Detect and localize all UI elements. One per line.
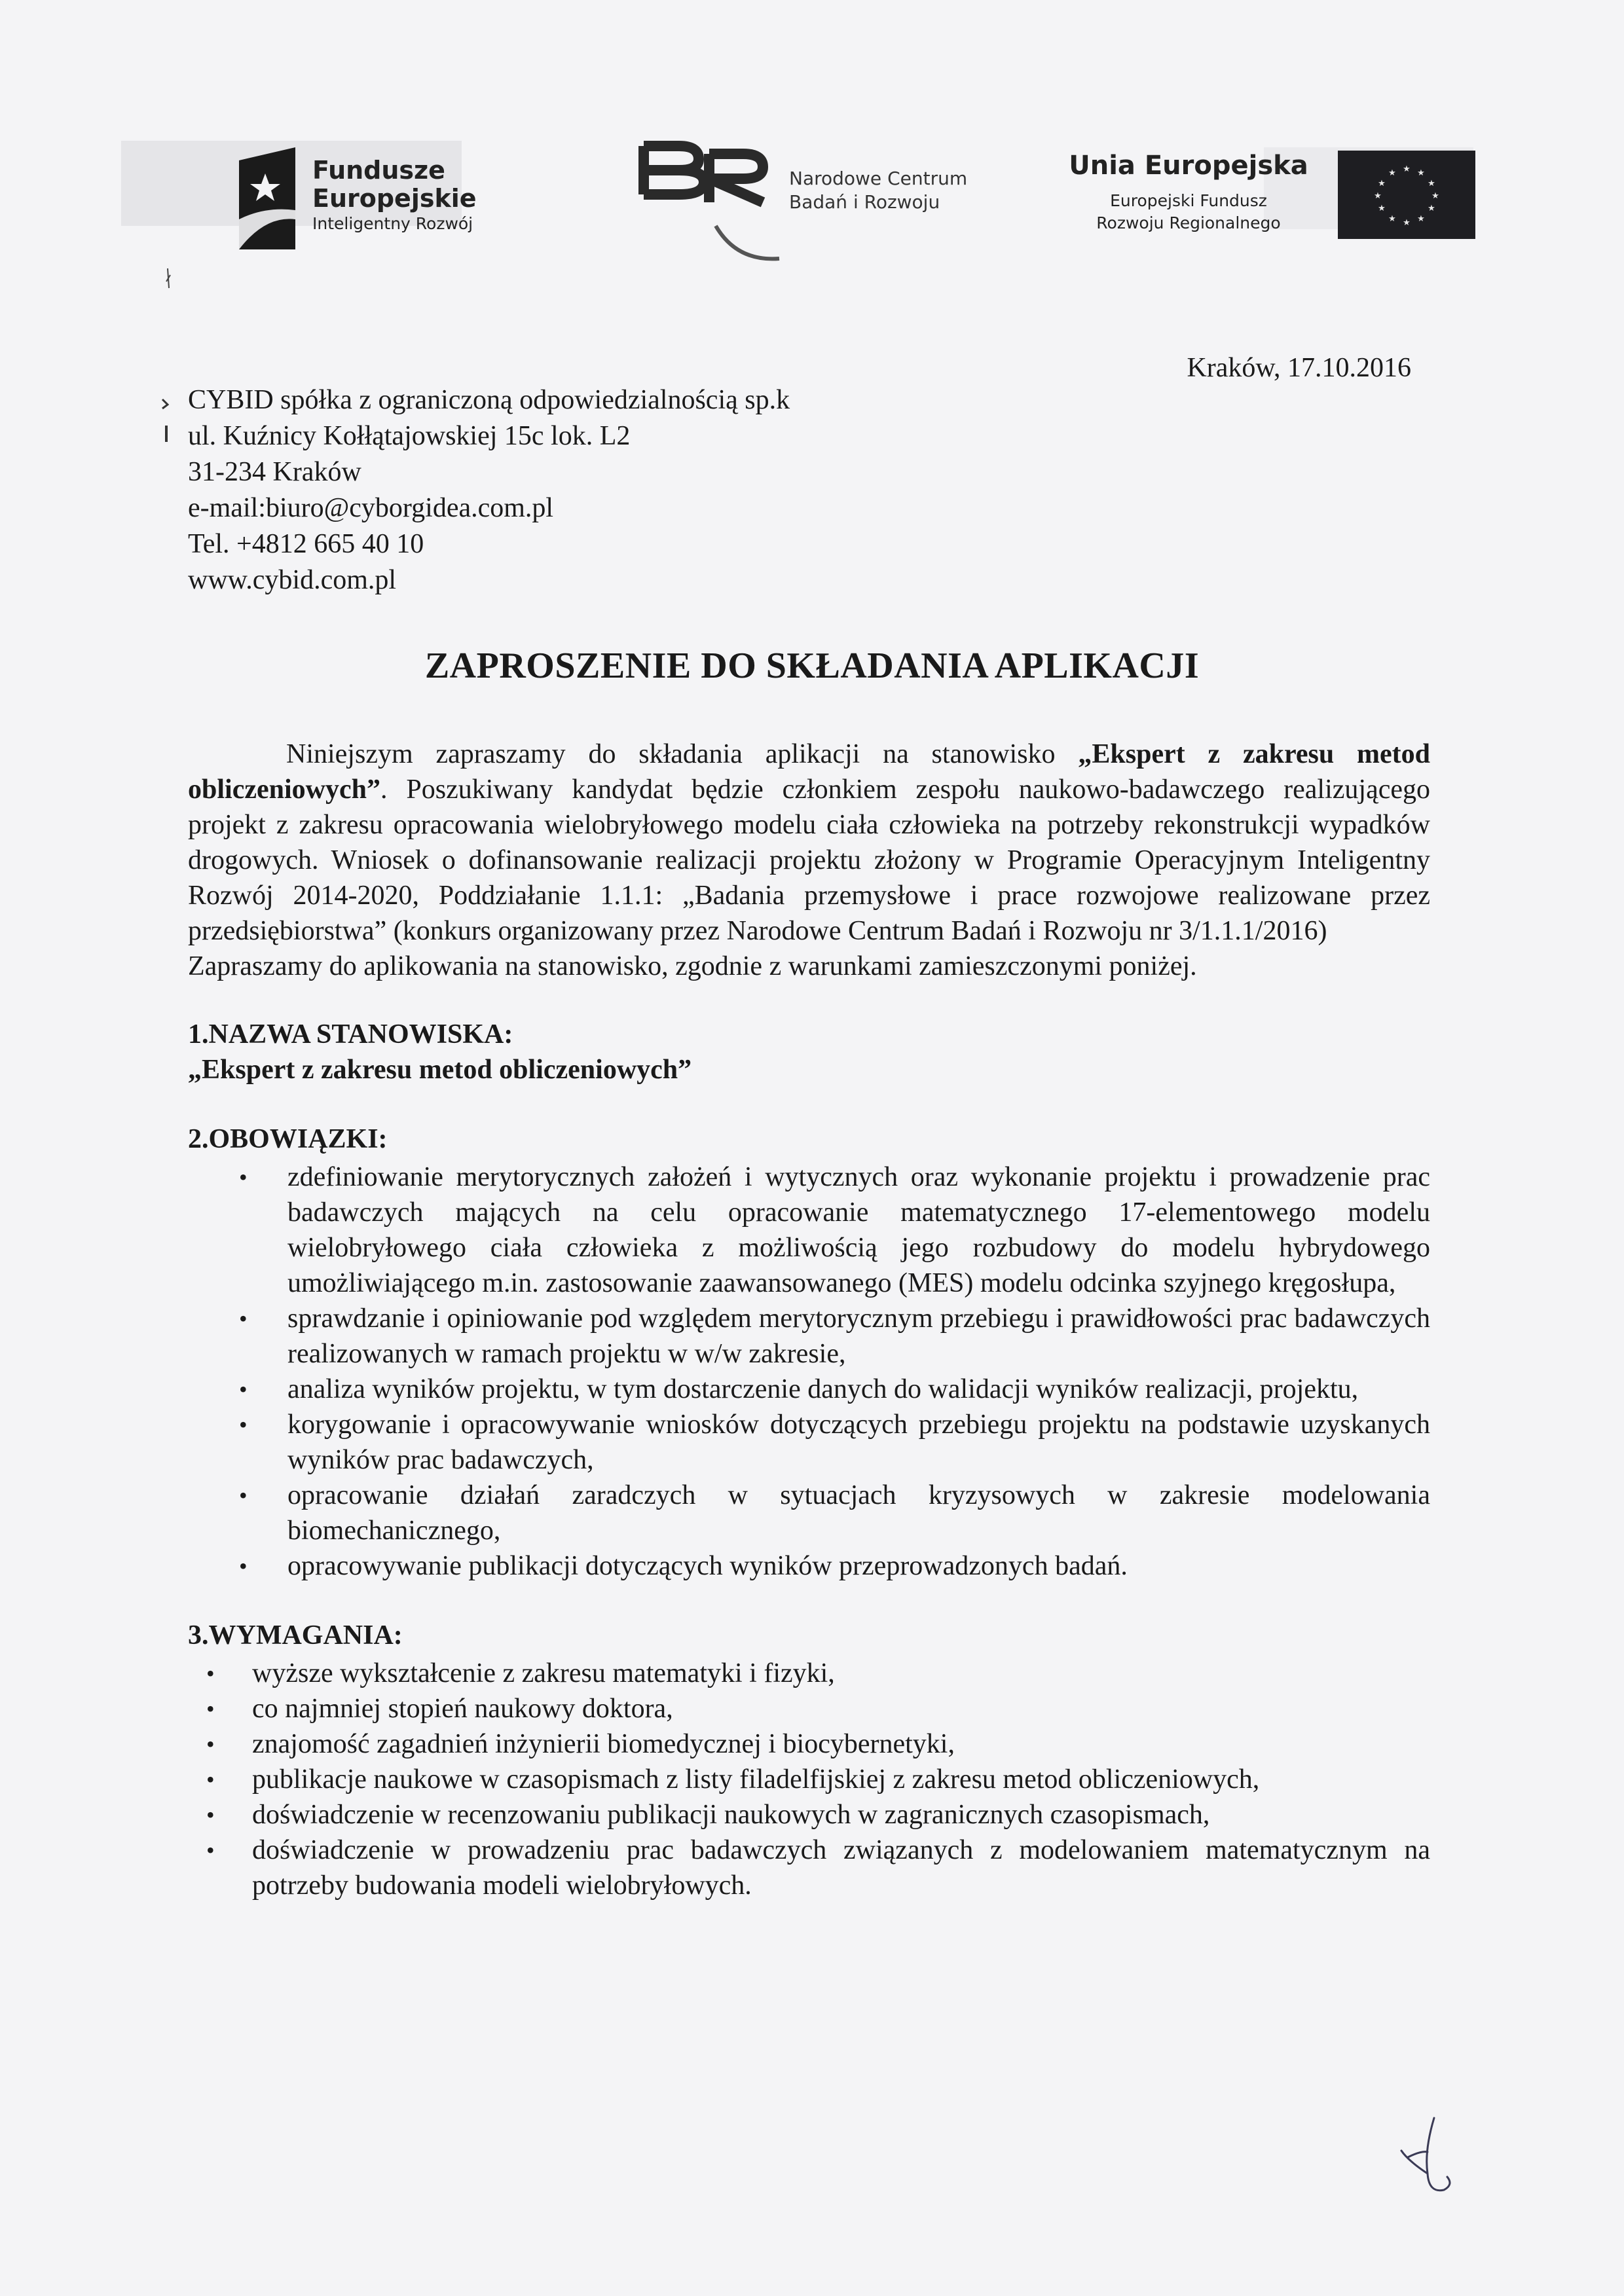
scan-margin-marks [157,262,177,452]
letter-date: Kraków, 17.10.2016 [1187,353,1411,383]
svg-text:★: ★ [1374,191,1382,201]
sender-website: www.cybid.com.pl [188,565,397,595]
list-item: • znajomość zagadnień inżynierii biomedycznej i biocybernetyki, [188,1726,1430,1762]
list-item: • opracowanie działań zaradczych w sytuacjach kryzysowych w zakresie modelowania biomechanicznego, [188,1478,1430,1548]
list-item: • doświadczenie w recenzowaniu publikacji naukowych w zagranicznych czasopismach, [188,1797,1430,1832]
section3-heading: 3.WYMAGANIA: [188,1620,403,1650]
list-item: • doświadczenie w prowadzeniu prac badawczych związanych z modelowaniem matematycznym na potrzeby budowania modeli wielobryłowych. [188,1832,1430,1903]
fundusze-europejskie-logo [239,147,477,249]
intro-text-start: Niniejszym zapraszamy do składania aplikacji na stanowisko [286,739,1079,769]
svg-text:★: ★ [1428,204,1435,213]
svg-text:★: ★ [1378,179,1386,189]
intro-position-name: „Ekspert z zakresu metod obliczeniowych” [188,739,1430,805]
list-item: • opracowywanie publikacji dotyczących wyników przeprowadzonych badań. [188,1548,1430,1584]
list-item: • wyższe wykształcenie z zakresu matematyki i fizyki, [188,1656,1430,1691]
handwritten-signature [1388,2111,1467,2203]
intro-text-rest: . Poszukiwany kandydat będzie członkiem zespołu naukowo-badawczego realizującego projekt z zakresu opracowania wielobryłowego modelu ciała człowieka na potrzeby rekonstrukcji wypadków drogowych. Wniosek o dofinansowanie realizacji projektu złożony w Programie Operacyjnym Inteligentny Rozwój 2014-2020, Poddziałanie 1.1.1: „Badania przemysłowe i prace rozwojowe realizowane przez przedsiębiorstwa” (konkurs organizowany przez Narodowe Centrum Badań i Rozwoju nr 3/1.1.1/2016) [188,774,1430,946]
document-title: ZAPROSZENIE DO SKŁADANIA APLIKACJI [424,646,1200,686]
list-item: • analiza wyników projektu, w tym dostarczenie danych do walidacji wyników realizacji, projektu, [188,1372,1430,1407]
eu-flag-icon [1338,151,1475,239]
eu-logo-line1: Unia Europejska [1069,151,1308,181]
fundusze-europejskie-mark-icon [239,147,295,249]
eu-logo-line2: Europejski Fundusz [1110,191,1267,210]
eu-logo-line3: Rozwoju Regionalnego [1096,213,1281,232]
fe-logo-line1: Fundusze [312,156,445,185]
ncbr-logo [638,134,967,262]
section1-heading: 1.NAZWA STANOWISKA: [188,1019,513,1049]
svg-text:★: ★ [1388,168,1396,178]
sender-email: e-mail:biuro@cyborgidea.com.pl [188,493,554,523]
svg-text:★: ★ [1428,179,1435,189]
list-item: • publikacje naukowe w czasopismach z listy filadelfijskiej z zakresu metod obliczeniowych, [188,1762,1430,1797]
svg-text:★: ★ [1388,214,1396,224]
svg-text:★: ★ [1431,191,1439,201]
ncbr-logo-line1: Narodowe Centrum [789,168,968,189]
svg-text:★: ★ [1403,218,1411,228]
svg-text:★: ★ [1403,164,1411,174]
list-item: • co najmniej stopień naukowy doktora, [188,1691,1430,1726]
sender-city: 31-234 Kraków [188,457,361,487]
svg-text:★: ★ [1417,168,1425,178]
section1-position: „Ekspert z zakresu metod obliczeniowych” [188,1055,692,1085]
document-body [188,737,1430,1903]
list-item: • korygowanie i opracowywanie wniosków dotyczących przebiegu projektu na podstawie uzyskanych wyników prac badawczych, [188,1407,1430,1478]
fe-logo-line2: Europejskie [312,183,477,213]
ncbr-br-mark-icon [638,134,809,262]
eu-logo-text [1067,151,1310,234]
section2-heading: 2.OBOWIĄZKI: [188,1124,388,1154]
ncbr-logo-line2: Badań i Rozwoju [789,191,940,213]
requirements-list [188,1656,1430,1903]
sender-phone: Tel. +4812 665 40 10 [188,529,424,559]
svg-text:★: ★ [1378,204,1386,213]
fe-logo-line3: Inteligentny Rozwój [312,214,473,234]
list-item: • zdefiniowanie merytorycznych założeń i wytycznych oraz wykonanie projektu i prowadzenie prac badawczych mających na celu opracowanie matematycznego 17-elementowego modelu wielobryłowego ciała człowieka z możliwością jego rozbudowy do modelu hybrydowego umożliwiającego m.in. zastosowanie zaawansowanego (MES) modelu odcinka szyjnego kręgosłupa, [188,1159,1430,1301]
intro-paragraph [188,737,1430,949]
svg-text:★: ★ [1417,214,1425,224]
sender-address-block [188,382,790,598]
sender-company: CYBID spółka z ograniczoną odpowiedzialnością sp.k [188,385,790,415]
list-item: • sprawdzanie i opiniowanie pod względem merytorycznym przebiegu i prawidłowości prac badawczych realizowanych w ramach projektu w w/w zakresie, [188,1301,1430,1372]
duties-list [188,1159,1430,1584]
sender-street: ul. Kuźnicy Kołłątajowskiej 15c lok. L2 [188,421,631,451]
intro-invitation: Zapraszamy do aplikowania na stanowisko, zgodnie z warunkami zamieszczonymi poniżej. [188,951,1197,981]
